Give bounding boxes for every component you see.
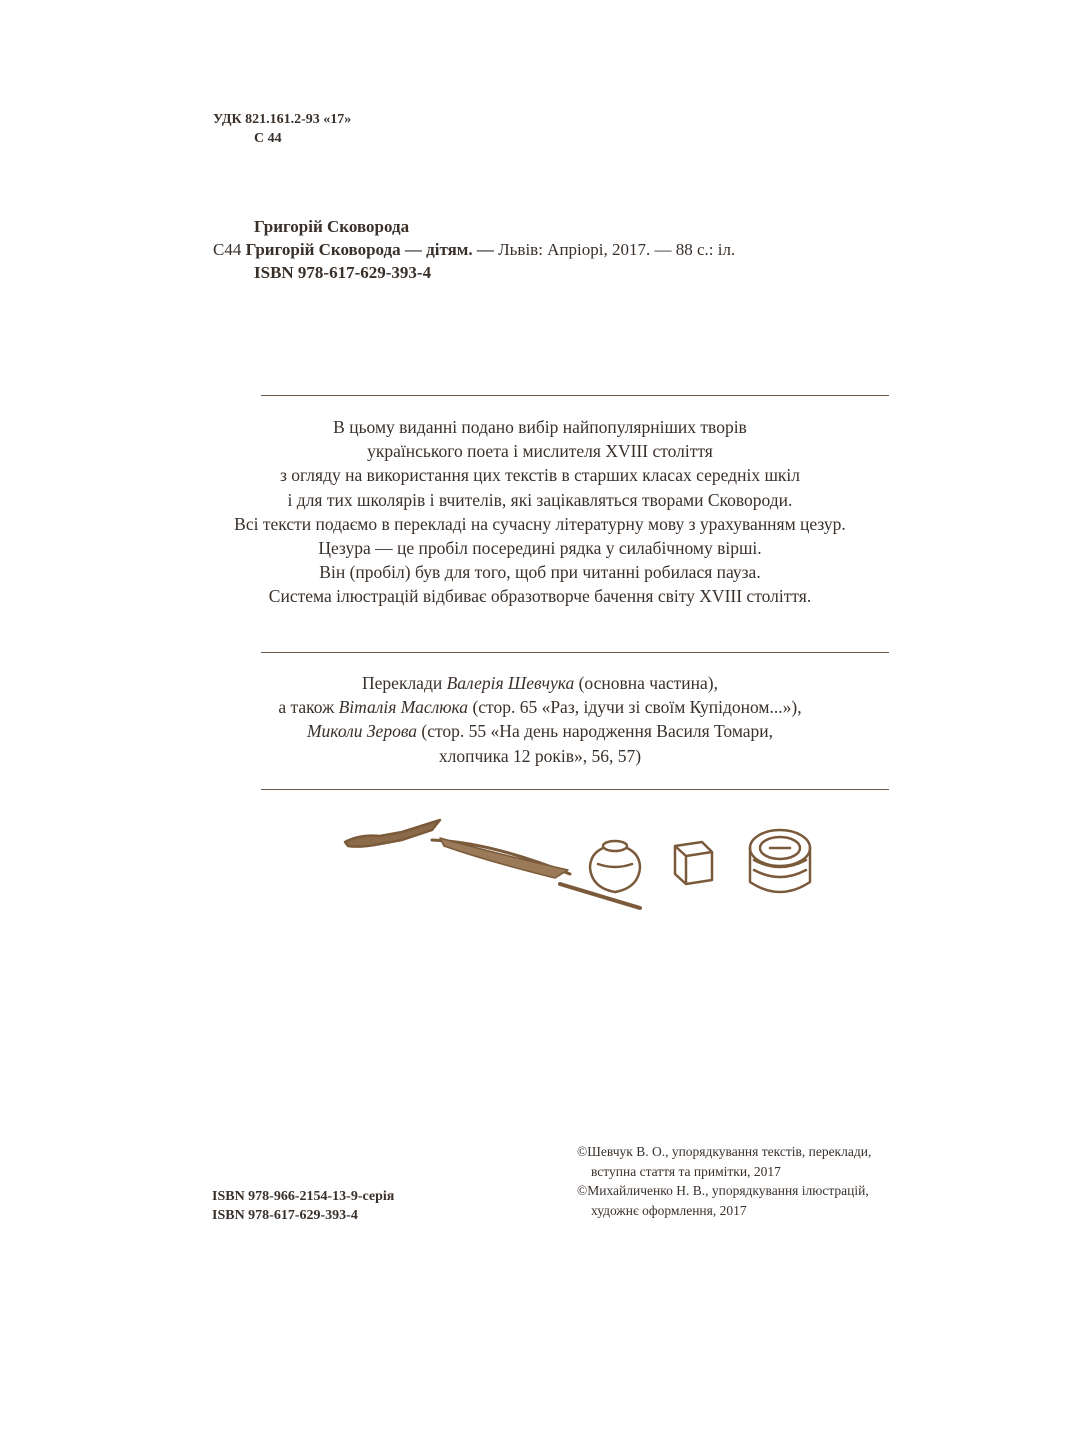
udk-code: УДК 821.161.2-93 «17»	[213, 112, 352, 127]
isbn-book: ISBN 978-617-629-393-4	[212, 1208, 358, 1223]
bibliographic-record	[213, 215, 735, 284]
annotation-line: і для тих школярів і вчителів, які зацікавляться творами Сковороди.	[287, 489, 793, 510]
udk-block	[213, 110, 351, 148]
divider	[261, 789, 889, 790]
book-title: Григорій Сковорода — дітям. —	[245, 240, 494, 259]
copyright-line: ©Михайличенко Н. В., упорядкування ілюстрацій,	[577, 1183, 869, 1198]
credit-line: Переклади Валерія Шевчука (основна частина),	[362, 673, 718, 693]
translator-name: Миколи Зерова	[306, 721, 418, 742]
isbn: ISBN 978-617-629-393-4	[254, 263, 432, 282]
credit-line: Миколи Зерова (стор. 55 «На день народження Василя Томари,	[306, 721, 774, 742]
annotation-line: з огляду на використання цих текстів в старших класах середніх шкіл	[279, 465, 801, 486]
title-line	[213, 238, 735, 261]
annotation	[100, 415, 980, 609]
copyright-line: художнє оформлення, 2017	[591, 1202, 747, 1218]
credit-line: хлопчика 12 років», 56, 57)	[438, 745, 642, 766]
divider	[261, 395, 889, 396]
annotation-line: українського поета і мислителя XVIII століття	[367, 441, 713, 462]
divider	[261, 652, 889, 653]
annotation-line: Система ілюстрацій відбиває образотворче бачення світу XVIII століття.	[268, 586, 812, 607]
isbn-series: ISBN 978-966-2154-13-9-серія	[212, 1189, 395, 1204]
series-isbn-block	[212, 1187, 394, 1225]
copyright-block	[577, 1142, 871, 1220]
translations-credits	[100, 671, 980, 768]
author-name: Григорій Сковорода	[254, 217, 410, 236]
copyright-line: ©Шевчук В. О., упорядкування текстів, переклади,	[577, 1144, 872, 1159]
udk-index: С 44	[254, 131, 282, 146]
translator-name: Віталія Маслюка	[338, 697, 469, 718]
imprint: Львів: Апріорі, 2017. — 88 с.: іл.	[498, 240, 736, 259]
writing-tools-illustration	[340, 812, 820, 922]
annotation-line: Цезура — це пробіл посередині рядка у силабічному вірші.	[318, 538, 762, 559]
credit-line: а також Віталія Маслюка (стор. 65 «Раз, ідучи зі своїм Купідоном...»),	[278, 697, 802, 718]
annotation-line: В цьому виданні подано вибір найпопулярніших творів	[333, 417, 747, 437]
copyright-line: вступна стаття та примітки, 2017	[591, 1163, 781, 1179]
catalog-code: С44	[213, 240, 242, 259]
annotation-line: Всі тексти подаємо в перекладі на сучасну літературну мову з урахуванням цезур.	[234, 513, 846, 534]
translator-name: Валерія Шевчука	[446, 673, 575, 693]
annotation-line: Він (пробіл) був для того, щоб при читанні робилася пауза.	[319, 562, 761, 583]
